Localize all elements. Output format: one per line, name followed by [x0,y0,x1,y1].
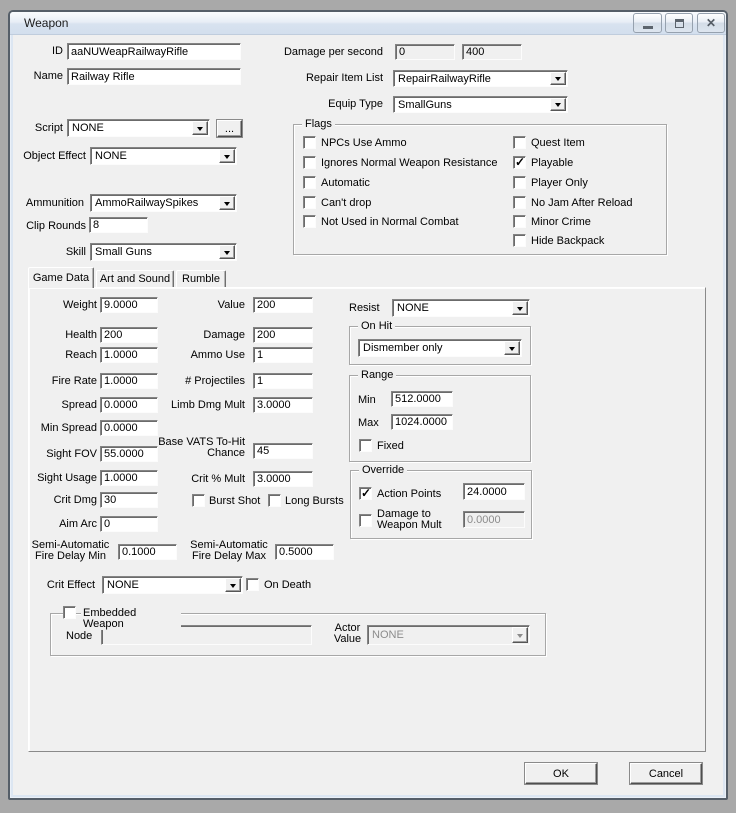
chevron-down-icon[interactable] [192,121,208,135]
crit-dmg-input[interactable] [100,492,158,508]
weight-input[interactable] [100,297,158,313]
damage-to-weapon-checkbox[interactable] [359,514,372,527]
repair-item-list-dropdown[interactable]: RepairRailwayRifle [393,70,568,87]
no-jam-label: No Jam After Reload [531,197,633,209]
on-death-checkbox[interactable] [246,578,259,591]
long-bursts-label: Long Bursts [285,495,344,507]
chevron-down-icon[interactable] [504,341,520,355]
automatic-label: Automatic [321,177,370,189]
weight-label: Weight [62,299,97,311]
dps-value-1 [395,44,455,60]
embedded-weapon-checkbox[interactable] [63,606,76,619]
dps-value-2 [462,44,522,60]
tab-art-and-sound[interactable]: Art and Sound [96,270,174,287]
limb-dmg-mult-input[interactable] [253,397,313,413]
ammo-use-label: Ammo Use [190,349,245,361]
chevron-down-icon[interactable] [225,578,241,592]
burst-shot-label: Burst Shot [209,495,261,507]
on-hit-dropdown[interactable]: Dismember only [358,339,522,357]
override-group-title: Override [359,465,407,476]
reach-input[interactable] [100,347,158,363]
playable-label: Playable [531,157,574,169]
cant-drop-checkbox[interactable] [303,196,316,209]
ok-button[interactable]: OK [525,763,597,784]
chevron-down-icon[interactable] [512,301,528,315]
crit-pct-mult-label: Crit % Mult [191,473,245,485]
semi-auto-max-input[interactable] [275,544,334,560]
player-only-label: Player Only [531,177,588,189]
damage-label: Damage [203,329,245,341]
automatic-checkbox[interactable] [303,176,316,189]
minimize-icon [643,26,653,29]
min-spread-label: Min Spread [40,422,97,434]
name-label: Name [33,70,63,82]
long-bursts-checkbox[interactable] [268,494,281,507]
object-effect-dropdown[interactable]: NONE [90,147,237,165]
ignores-resistance-checkbox[interactable] [303,156,316,169]
semi-auto-max-label: Semi-Automatic Fire Delay Max [190,539,268,562]
sight-fov-label: Sight FOV [46,448,97,460]
damage-to-weapon-label: Damage to Weapon Mult [377,508,442,531]
chevron-down-icon[interactable] [219,196,235,210]
actor-value-dropdown: NONE [367,625,530,645]
damage-to-weapon-input [463,511,525,528]
minor-crime-label: Minor Crime [531,216,591,228]
aim-arc-input[interactable] [100,516,158,532]
fire-rate-input[interactable] [100,373,158,389]
fire-rate-label: Fire Rate [51,375,97,387]
limb-dmg-mult-label: Limb Dmg Mult [171,399,245,411]
semi-auto-min-label: Semi-Automatic Fire Delay Min [31,539,110,562]
quest-item-label: Quest Item [531,137,585,149]
ignores-resistance-label: Ignores Normal Weapon Resistance [321,157,498,169]
id-input[interactable] [67,43,241,60]
id-label: ID [52,45,63,57]
dps-label: Damage per second [283,46,383,58]
cant-drop-label: Can't drop [321,197,372,209]
clip-rounds-input[interactable] [89,217,148,233]
ammunition-dropdown[interactable]: AmmoRailwaySpikes [90,194,237,212]
minor-crime-checkbox[interactable] [513,215,526,228]
ammunition-label: Ammunition [25,197,84,209]
reach-label: Reach [65,349,97,361]
npcs-use-ammo-label: NPCs Use Ammo [321,137,407,149]
embedded-weapon-label: Embedded Weapon [81,608,181,630]
range-min-label: Min [358,394,376,406]
on-hit-group-title: On Hit [358,321,395,332]
flags-group-title: Flags [302,119,335,130]
npcs-use-ammo-checkbox[interactable] [303,136,316,149]
crit-pct-mult-input[interactable] [253,471,313,487]
chevron-down-icon[interactable] [219,245,235,259]
tab-rumble[interactable]: Rumble [176,270,226,287]
script-label: Script [34,122,63,134]
tab-game-data[interactable]: Game Data [28,267,94,288]
close-icon: ✕ [705,16,717,30]
no-jam-checkbox[interactable] [513,196,526,209]
playable-checkbox[interactable] [513,156,526,169]
sight-usage-label: Sight Usage [37,472,97,484]
range-group-title: Range [358,370,396,381]
actor-value-label: Actor Value [333,622,362,645]
equip-type-label: Equip Type [328,98,383,110]
repair-item-list-label: Repair Item List [305,72,383,84]
equip-type-dropdown[interactable]: SmallGuns [393,96,568,113]
sight-fov-input[interactable] [100,446,158,462]
not-used-combat-label: Not Used in Normal Combat [321,216,459,228]
action-points-input[interactable] [463,483,525,500]
titlebar[interactable] [10,12,726,35]
spread-input[interactable] [100,397,158,413]
hide-backpack-label: Hide Backpack [531,235,605,247]
range-min-input[interactable] [391,391,453,407]
script-dropdown[interactable]: NONE [67,119,210,137]
ammo-use-input[interactable] [253,347,313,363]
skill-dropdown[interactable]: Small Guns [90,243,237,261]
on-death-label: On Death [264,579,312,591]
fixed-checkbox[interactable] [359,439,372,452]
crit-effect-dropdown[interactable]: NONE [102,576,243,594]
window-title: Weapon [24,16,69,30]
hide-backpack-checkbox[interactable] [513,234,526,247]
base-vats-input[interactable] [253,443,313,459]
sight-usage-input[interactable] [100,470,158,486]
burst-shot-checkbox[interactable] [192,494,205,507]
health-input[interactable] [100,327,158,343]
close-button[interactable] [697,13,725,33]
aim-arc-label: Aim Arc [59,518,97,530]
semi-auto-min-input[interactable] [118,544,177,560]
player-only-checkbox[interactable] [513,176,526,189]
skill-label: Skill [65,246,86,258]
crit-effect-label: Crit Effect [46,579,95,591]
chevron-down-icon[interactable] [219,149,235,163]
base-vats-label: Base VATS To-Hit Chance [158,436,245,459]
cancel-button[interactable]: Cancel [630,763,702,784]
quest-item-checkbox[interactable] [513,136,526,149]
value-input[interactable] [253,297,313,313]
spread-label: Spread [61,399,97,411]
not-used-combat-checkbox[interactable] [303,215,316,228]
range-max-label: Max [358,417,379,429]
clip-rounds-label: Clip Rounds [26,220,86,232]
range-max-input[interactable] [391,414,453,430]
resist-dropdown[interactable]: NONE [392,299,530,317]
minimize-button[interactable] [633,13,662,33]
projectiles-input[interactable] [253,373,313,389]
projectiles-label: # Projectiles [185,375,245,387]
health-label: Health [65,329,97,341]
chevron-down-icon[interactable] [550,72,566,85]
fixed-label: Fixed [377,440,404,452]
damage-input[interactable] [253,327,313,343]
maximize-icon [675,19,684,28]
resist-label: Resist [349,302,380,314]
value-label: Value [217,299,245,311]
min-spread-input[interactable] [100,420,158,436]
object-effect-label: Object Effect [23,150,86,162]
chevron-down-icon [512,627,528,643]
action-points-checkbox[interactable] [359,487,372,500]
name-input[interactable] [67,68,241,85]
crit-dmg-label: Crit Dmg [53,494,97,506]
maximize-button[interactable] [665,13,693,33]
node-label: Node [66,630,93,642]
script-browse-button[interactable]: ... [217,120,242,137]
action-points-label: Action Points [377,488,442,500]
chevron-down-icon[interactable] [550,98,566,111]
